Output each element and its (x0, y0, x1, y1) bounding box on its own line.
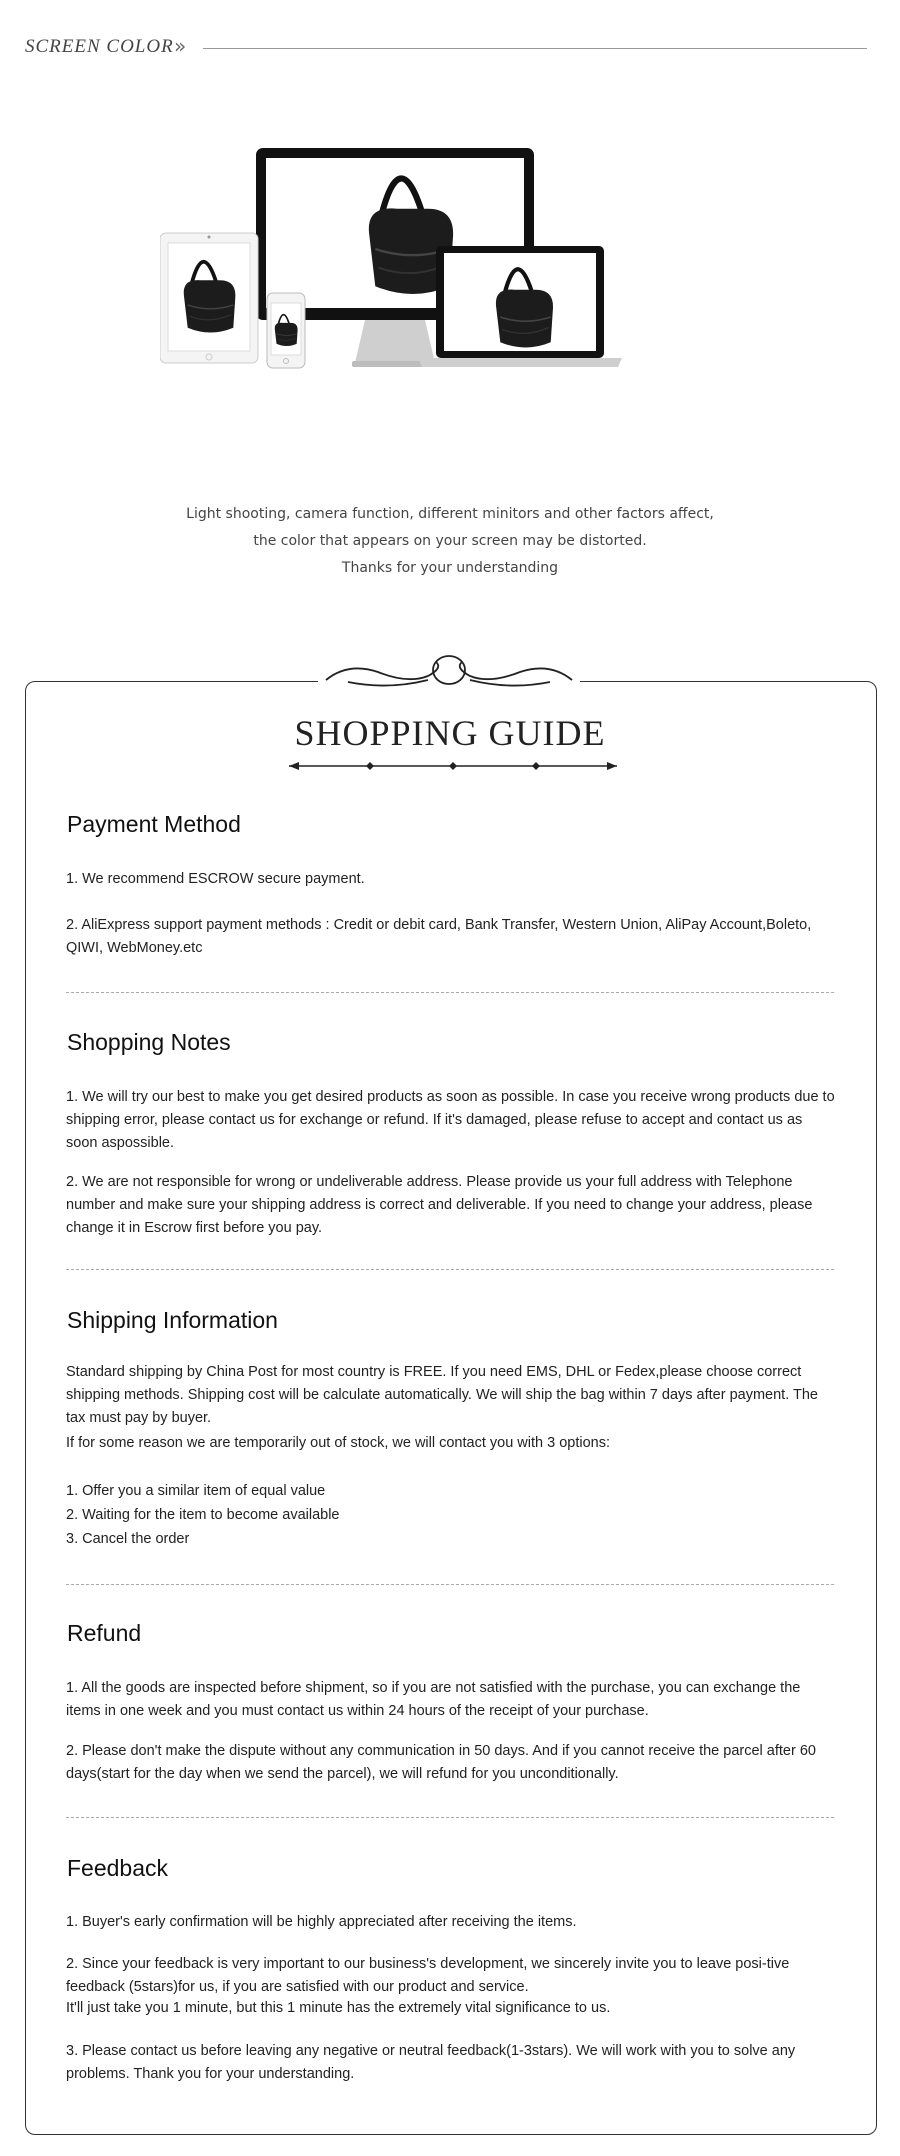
paragraph: Standard shipping by China Post for most country is FREE. If you need EMS, DHL or Fedex,please choose correct shipping methods. Shipping cost will be calculate automatically. We will ship the bag within 7 days after payment. The tax must pay by buyer. (66, 1364, 818, 1426)
shopping-guide-title: SHOPPING GUIDE (294, 713, 606, 753)
dashed-divider (66, 1817, 834, 1818)
paragraph: 2. We are not responsible for wrong or undeliverable address. Please provide us your full address with Telephone number and make sure your shipping address is correct and deliverable. If you need to change your address, please change it in Escrow first before you pay. (66, 1174, 813, 1236)
paragraph: 2. Please don't make the dispute without any communication in 50 days. And if you cannot receive the parcel after 60 days(start for the day when we send the parcel), we will refund for you unconditionally. (66, 1743, 816, 1782)
screen-note-line-2: the color that appears on your screen may be distorted. (253, 533, 647, 549)
phone-device (267, 293, 305, 368)
screen-color-title: SCREEN COLOR (25, 36, 174, 57)
section-heading-feedback: Feedback (67, 1855, 169, 1881)
tablet-device (160, 233, 258, 363)
paragraph: 2. Since your feedback is very important to our business's development, we sincerely invite you to leave posi-tive feedback (5stars)for us, if you are satisfied with our product and service. (66, 1956, 790, 1995)
section-heading-refund: Refund (67, 1620, 142, 1646)
title-arrow-rule (287, 756, 619, 776)
list-item: 2. Waiting for the item to become available (66, 1507, 340, 1523)
section-heading-payment-method: Payment Method (67, 811, 241, 837)
paragraph: 1. All the goods are inspected before shipment, so if you are not satisfied with the purchase, you can exchange the items in one week and you must contact us within 24 hours of the receipt of your purchase. (66, 1680, 801, 1719)
dashed-divider (66, 1269, 834, 1270)
laptop-device (418, 246, 622, 367)
paragraph: If for some reason we are temporarily out of stock, we will contact you with 3 options: (66, 1435, 610, 1451)
paragraph: 1. We recommend ESCROW secure payment. (66, 871, 365, 887)
screen-color-header (25, 34, 867, 62)
list-item: 3. Cancel the order (66, 1531, 190, 1547)
screen-note-line-1: Light shooting, camera function, different minitors and other factors affect, (186, 506, 714, 522)
paragraph: It'll just take you 1 minute, but this 1 minute has the extremely vital significance to us. (66, 2000, 611, 2016)
double-chevron-icon: » (174, 34, 187, 58)
flourish-ornament (318, 640, 580, 700)
section-heading-shipping-information: Shipping Information (67, 1307, 278, 1333)
list-item: 1. Offer you a similar item of equal value (66, 1483, 326, 1499)
header-rule (203, 48, 867, 49)
dashed-divider (66, 992, 834, 993)
paragraph: 3. Please contact us before leaving any negative or neutral feedback(1-3stars). We will work with you to solve any problems. Thank you for your understanding. (66, 2043, 796, 2082)
devices-illustration (160, 145, 810, 450)
screen-note-line-3: Thanks for your understanding (341, 560, 559, 576)
paragraph: 1. Buyer's early confirmation will be highly appreciated after receiving the items. (66, 1914, 577, 1930)
paragraph: 2. AliExpress support payment methods : Credit or debit card, Bank Transfer, Western Union, AliPay Account,Boleto, QIWI, WebMoney.etc (66, 917, 812, 956)
dashed-divider (66, 1584, 834, 1585)
paragraph: 1. We will try our best to make you get desired products as soon as possible. In case you receive wrong products due to shipping error, please contact us for exchange or refund. If it's damaged, please refuse to accept and contact us as soon aspossible. (66, 1089, 835, 1151)
section-heading-shopping-notes: Shopping Notes (67, 1029, 231, 1055)
